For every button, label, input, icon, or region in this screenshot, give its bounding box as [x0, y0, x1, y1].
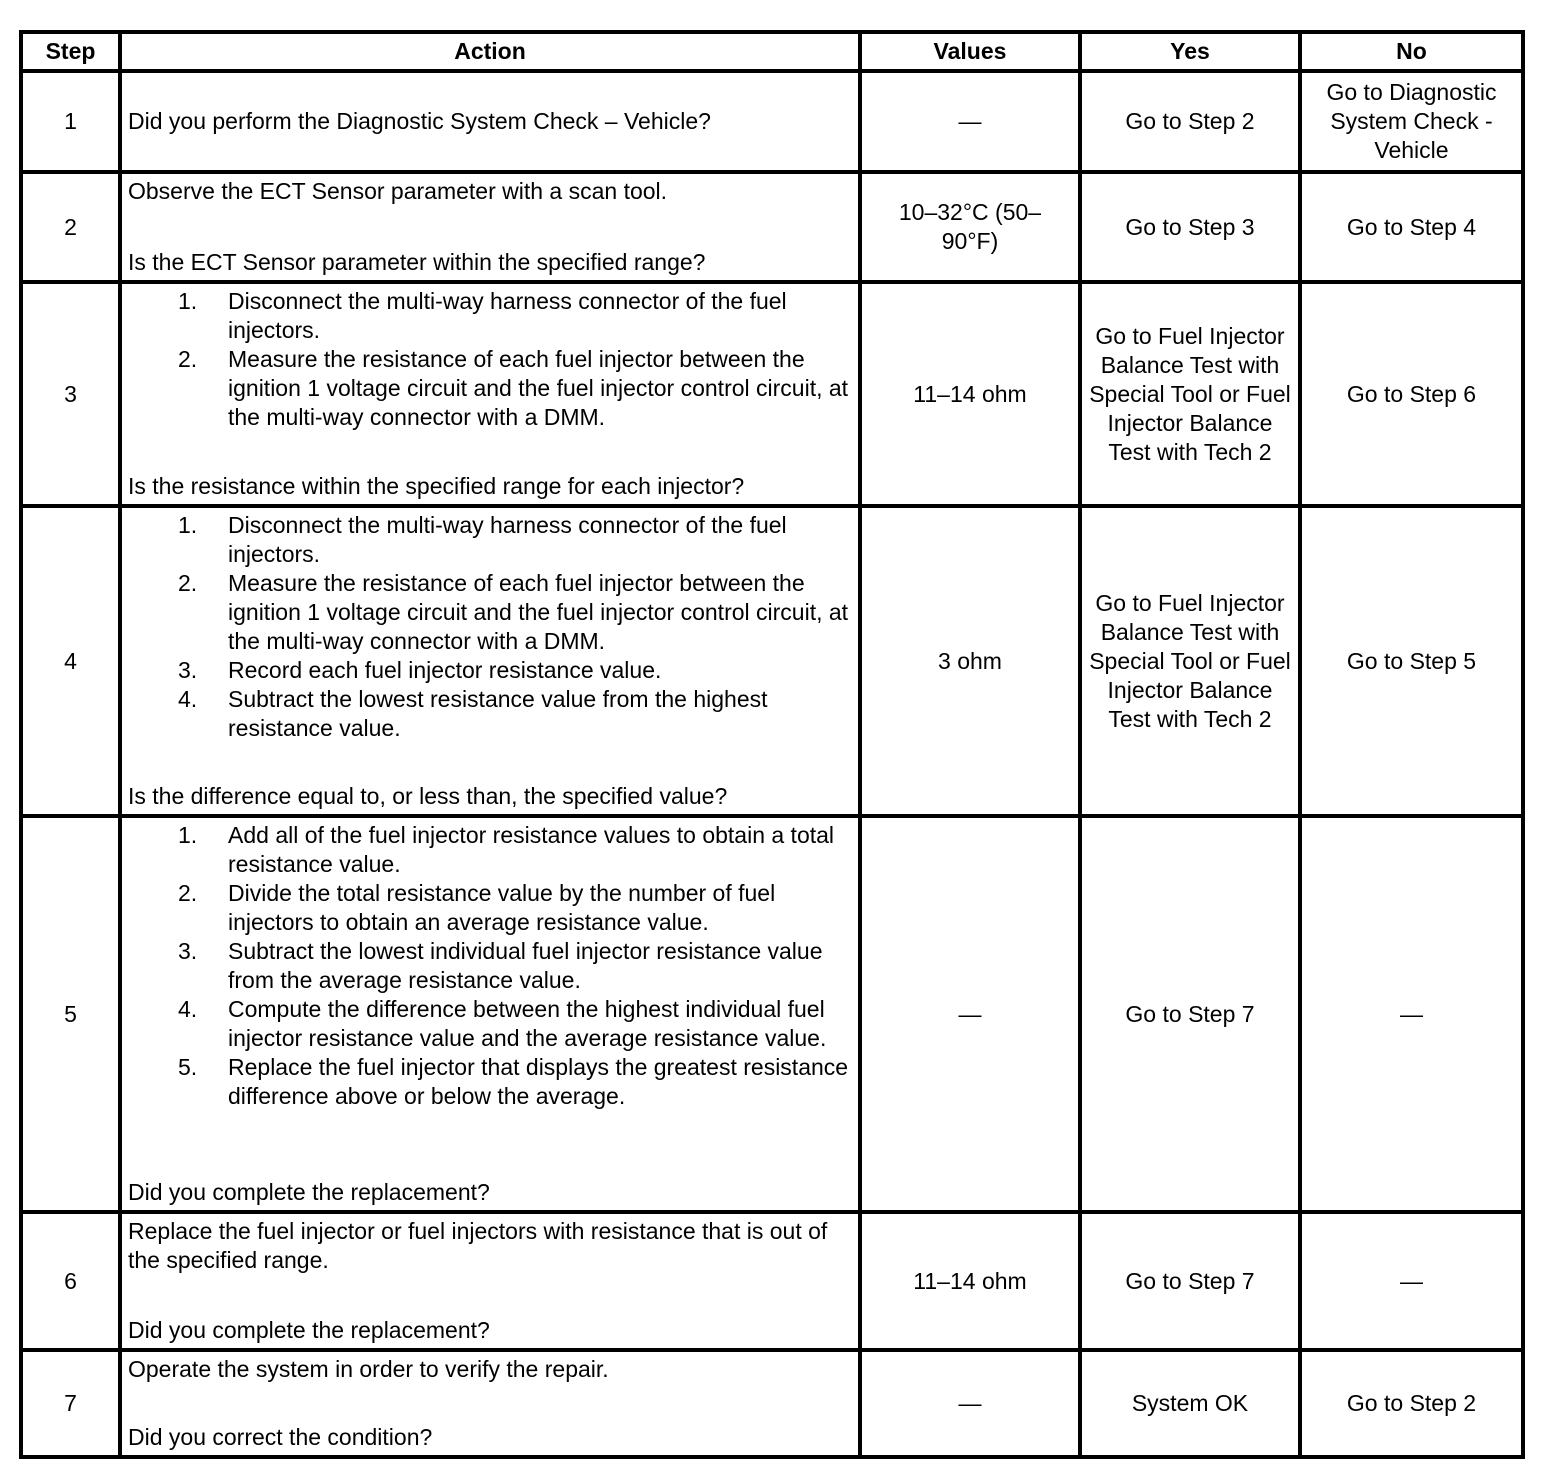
yes-cell: Go to Step 3 — [1080, 172, 1300, 282]
list-number: 1. — [178, 822, 198, 848]
list-item — [128, 287, 852, 345]
values-cell: — — [860, 816, 1080, 1212]
yes-cell: Go to Fuel Injector Balance Test with Special Tool or Fuel Injector Balance Test with Tech 2 — [1080, 282, 1300, 506]
action-cell — [120, 282, 860, 506]
list-item — [128, 995, 852, 1053]
list-item — [128, 685, 852, 743]
table-row — [21, 506, 1523, 816]
list-text: Disconnect the multi-way harness connector of the fuel injectors. — [228, 512, 787, 567]
list-number: 5. — [178, 1054, 198, 1080]
action-question: Did you correct the condition? — [128, 1424, 433, 1450]
values-text: 10–32°C (50–90°F) — [898, 199, 1042, 254]
values-cell: 3 ohm — [860, 506, 1080, 816]
yes-cell: Go to Step 7 — [1080, 1212, 1300, 1350]
list-number: 3. — [178, 657, 198, 683]
step-number: 4 — [21, 506, 120, 816]
list-item — [128, 656, 852, 685]
values-cell — [860, 172, 1080, 282]
no-cell: — — [1300, 1212, 1523, 1350]
no-cell: Go to Diagnostic System Check - Vehicle — [1300, 71, 1523, 172]
table-row — [21, 1350, 1523, 1457]
list-item — [128, 821, 852, 879]
step-number: 2 — [21, 172, 120, 282]
list-number: 2. — [178, 880, 198, 906]
action-cell — [120, 816, 860, 1212]
step-number: 1 — [21, 71, 120, 172]
list-text: Add all of the fuel injector resistance values to obtain a total resistance value. — [228, 822, 835, 877]
list-item — [128, 345, 852, 432]
step-number: 5 — [21, 816, 120, 1212]
table-row — [21, 282, 1523, 506]
action-steps — [128, 511, 852, 743]
list-item — [128, 569, 852, 656]
values-cell: — — [860, 71, 1080, 172]
list-number: 4. — [178, 686, 198, 712]
action-question: Did you complete the replacement? — [128, 1317, 490, 1343]
values-cell: — — [860, 1350, 1080, 1457]
header-step: Step — [21, 32, 120, 71]
list-text: Compute the difference between the highest individual fuel injector resistance value and the average resistance value. — [228, 996, 827, 1051]
list-item — [128, 511, 852, 569]
list-text: Subtract the lowest resistance value from the highest resistance value. — [228, 686, 768, 741]
step-number: 6 — [21, 1212, 120, 1350]
list-item — [128, 1053, 852, 1111]
action-text: Operate the system in order to verify the repair. — [128, 1356, 609, 1382]
no-cell: Go to Step 2 — [1300, 1350, 1523, 1457]
action-question: Did you complete the replacement? — [128, 1179, 490, 1205]
action-cell — [120, 172, 860, 282]
action-text: Observe the ECT Sensor parameter with a scan tool. — [128, 178, 668, 204]
list-number: 2. — [178, 570, 198, 596]
yes-cell: System OK — [1080, 1350, 1300, 1457]
action-cell — [120, 1212, 860, 1350]
values-cell: 11–14 ohm — [860, 1212, 1080, 1350]
list-text: Replace the fuel injector that displays the greatest resistance difference above or below the average. — [228, 1054, 849, 1109]
step-number: 3 — [21, 282, 120, 506]
yes-cell: Go to Fuel Injector Balance Test with Special Tool or Fuel Injector Balance Test with Tech 2 — [1080, 506, 1300, 816]
yes-cell: Go to Step 7 — [1080, 816, 1300, 1212]
header-no: No — [1300, 32, 1523, 71]
list-number: 3. — [178, 938, 198, 964]
header-values: Values — [860, 32, 1080, 71]
action-question: Is the difference equal to, or less than, the specified value? — [128, 783, 728, 809]
table-row — [21, 71, 1523, 172]
list-text: Measure the resistance of each fuel injector between the ignition 1 voltage circuit and the fuel injector control circuit, at the multi-way connector with a DMM. — [228, 346, 849, 430]
list-text: Divide the total resistance value by the number of fuel injectors to obtain an average resistance value. — [228, 880, 776, 935]
action-steps — [128, 287, 852, 432]
values-cell: 11–14 ohm — [860, 282, 1080, 506]
list-number: 1. — [178, 288, 198, 314]
action-question: Is the resistance within the specified range for each injector? — [128, 473, 745, 499]
list-text: Measure the resistance of each fuel injector between the ignition 1 voltage circuit and the fuel injector control circuit, at the multi-way connector with a DMM. — [228, 570, 849, 654]
step-number: 7 — [21, 1350, 120, 1457]
header-action: Action — [120, 32, 860, 71]
list-text: Disconnect the multi-way harness connector of the fuel injectors. — [228, 288, 787, 343]
list-number: 1. — [178, 512, 198, 538]
list-number: 2. — [178, 346, 198, 372]
list-text: Record each fuel injector resistance value. — [228, 657, 662, 683]
no-cell: Go to Step 4 — [1300, 172, 1523, 282]
header-yes: Yes — [1080, 32, 1300, 71]
action-cell — [120, 71, 860, 172]
action-question: Is the ECT Sensor parameter within the specified range? — [128, 249, 706, 275]
table-row — [21, 172, 1523, 282]
table-row — [21, 1212, 1523, 1350]
diagnostic-table — [19, 30, 1525, 1459]
no-cell: Go to Step 6 — [1300, 282, 1523, 506]
table-row — [21, 816, 1523, 1212]
no-cell: Go to Step 5 — [1300, 506, 1523, 816]
header-row — [21, 32, 1523, 71]
list-item — [128, 937, 852, 995]
list-text: Subtract the lowest individual fuel injector resistance value from the average resistance value. — [228, 938, 823, 993]
no-cell: — — [1300, 816, 1523, 1212]
list-number: 4. — [178, 996, 198, 1022]
action-cell — [120, 1350, 860, 1457]
action-text: Replace the fuel injector or fuel injectors with resistance that is out of the specified range. — [128, 1218, 828, 1273]
action-cell — [120, 506, 860, 816]
yes-cell: Go to Step 2 — [1080, 71, 1300, 172]
action-steps — [128, 821, 852, 1111]
list-item — [128, 879, 852, 937]
action-text: Did you perform the Diagnostic System Check – Vehicle? — [128, 108, 711, 134]
